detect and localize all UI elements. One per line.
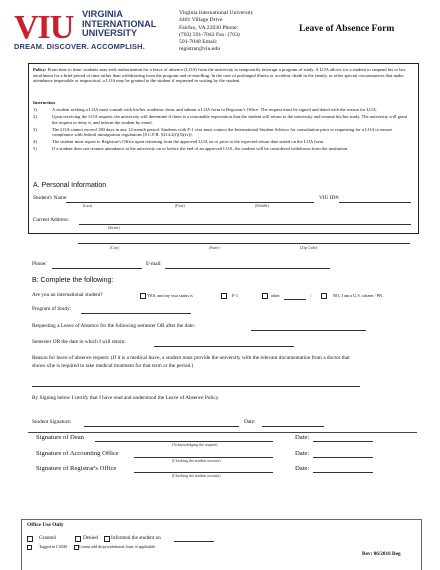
instruction-item	[33, 146, 413, 152]
email-label: E-mail:	[146, 261, 162, 267]
logo-line-2: INTERNATIONAL	[82, 18, 157, 29]
certify-text: By Signing below I certify that I have read and understood the Leave of Absence Policy.	[32, 395, 220, 401]
accounting-signature-label: Signature of Accounting Office	[36, 450, 119, 457]
other-visa-field[interactable]	[284, 299, 306, 300]
registrar-signature-label: Signature of Registrar's Office	[36, 465, 117, 472]
f1-checkbox[interactable]	[221, 293, 227, 299]
instruction-num: 4)	[33, 139, 37, 145]
student-date-field[interactable]	[262, 426, 324, 427]
instruction-item	[33, 127, 413, 138]
students-name-label: Student's Name:	[33, 195, 68, 201]
revision-label: Rev: 06/2016 Reg	[362, 551, 401, 557]
instruction-item	[33, 107, 413, 113]
logo-tagline: DREAM. DISCOVER. ACCOMPLISH.	[14, 42, 145, 51]
university-address	[179, 10, 253, 54]
address-line: 591-7048 Email:	[179, 39, 218, 46]
registrar-date-label: Date:	[295, 465, 310, 472]
city-caption: (City)	[110, 246, 120, 250]
denied-checkbox[interactable]	[75, 536, 81, 542]
instruction-text: Upon receiving the LOA request, the university will determine if there is a reasonable expectation that the student will return to the university and resume his/her study. The university will grant the request or deny it, and inform the student by email.	[52, 113, 408, 125]
accounting-date-field[interactable]	[313, 457, 373, 458]
address-line: (703) 591-7042 Fax: (703)	[179, 31, 240, 38]
instruction-label: Instruction	[33, 100, 55, 105]
separator-slash: /	[310, 293, 312, 298]
address-line: registrar@viu.edu	[179, 46, 221, 53]
return-date-field[interactable]	[154, 346, 294, 347]
registrar-signature-field[interactable]	[134, 472, 273, 473]
viu-id-field[interactable]	[339, 202, 411, 203]
dean-signature-caption: (Acknowledging the request)	[172, 443, 218, 447]
accounting-date-label: Date:	[295, 450, 310, 457]
requesting-label: Requesting a Leave of Absence for the following semester OR after the date:	[32, 323, 195, 329]
office-use-box	[21, 519, 422, 570]
logo-line-3: UNIVERSITY	[82, 28, 138, 39]
logo-line-1: VIRGINIA	[82, 9, 123, 19]
program-field[interactable]	[81, 313, 191, 314]
policy-text: From time to time, students may seek authorization for a leave of absence (LOA) from the university to temporarily interrupt a program of study. A LOA allows for a student to suspend his or her enrollment for a brief period of time rather than withdrawing from the program and re-enrolling. In the case of prolonged illness or accident, death in the family, or other special circumstances that make attendance impossible or impractical, a LOA may be granted to the student if requested in writing by the student.	[33, 67, 406, 84]
instruction-item	[33, 114, 413, 125]
instruction-text: A student seeking a LOA must consult with his/her academic dean, and submit a LOA form to Registrar's Office. The request must be signed and dated with the reason for LOA.	[52, 107, 378, 112]
middle-name-caption: (Middle)	[255, 204, 269, 208]
reason-field[interactable]	[32, 386, 360, 387]
no-option-label: NO, I am a U.S. citizen / PR.	[333, 293, 384, 298]
state-caption: (State)	[209, 246, 220, 250]
other-checkbox[interactable]	[262, 293, 268, 299]
city-state-zip-field[interactable]	[78, 243, 410, 244]
dean-signature-field[interactable]	[95, 441, 273, 442]
current-address-label: Current Address:	[33, 217, 70, 223]
program-label: Program of Study:	[32, 306, 72, 312]
accounting-signature-field[interactable]	[134, 457, 273, 458]
phone-label: Phone:	[32, 261, 47, 267]
street-caption: (Street)	[108, 226, 120, 230]
address-line: 4401 Village Drive	[179, 17, 223, 24]
granted-label: Granted	[39, 535, 56, 541]
office-use-title: Office Use Only	[27, 522, 64, 528]
svg-text:VIU: VIU	[14, 9, 74, 41]
informed-date-field[interactable]	[174, 541, 214, 542]
dean-date-label: Date:	[295, 434, 310, 441]
instruction-text: The student must report to Registrar's Office upon returning from the approved LOA on or prior to the expected return date stated on the LOA form.	[52, 139, 325, 145]
divider	[28, 432, 417, 433]
address-line: Fairfax, VA 22030 Phone:	[179, 24, 239, 31]
international-question: Are you an international student?	[32, 292, 103, 298]
instruction-num: 1)	[33, 107, 37, 112]
zip-caption: (Zip Code)	[300, 246, 318, 250]
yes-checkbox[interactable]	[140, 293, 146, 299]
student-signature-field[interactable]	[84, 426, 239, 427]
instruction-text: The LOA cannot exceed 180 days in any 12-month period. Students with F-1 visa must contact the International Student Advisor for consultation prior to requesting for a LOA to ensure compliance with federal immigration regulations [8 C.F.R. §214.2(f)(5)(iv)].	[52, 126, 393, 138]
viu-logo-mark	[14, 9, 78, 41]
instruction-num: 3)	[33, 126, 37, 132]
informed-label: Informed the student on	[111, 535, 161, 541]
return-label: Semester OR the date in which I will return:	[32, 339, 126, 345]
accounting-signature-caption: (Checking the student account)	[172, 459, 221, 463]
instruction-list	[33, 107, 413, 152]
registrar-signature-caption: (Checking the student account)	[172, 474, 221, 478]
instruction-item	[33, 139, 413, 145]
policy-paragraph	[33, 67, 413, 84]
email-field[interactable]	[165, 268, 330, 269]
granted-checkbox[interactable]	[27, 536, 33, 542]
form-title: Leave of Absence Form	[299, 24, 395, 34]
viu-id-label: VIU ID#:	[319, 195, 340, 201]
no-checkbox[interactable]	[321, 293, 327, 299]
instruction-text: If a student does not resume attendance at the university on or before the end of an approved LOA, the student will be considered withdrawn from the institution.	[52, 146, 349, 152]
instruction-num: 5)	[33, 146, 37, 152]
logo-university-name	[82, 10, 156, 39]
instruction-num: 2)	[33, 113, 37, 119]
requesting-date-field[interactable]	[251, 330, 366, 331]
dean-signature-label: Signature of Dean	[36, 434, 84, 441]
tagged-checkbox[interactable]	[27, 545, 32, 550]
student-date-label: Date:	[244, 419, 256, 425]
other-option-label: other	[271, 293, 280, 298]
address-line: Virginia International University	[179, 10, 254, 16]
course-add-label: Course add drop/withdrawal form, if applicable	[79, 544, 156, 549]
students-name-field[interactable]	[66, 202, 314, 203]
reason-label: Reason for leave of absence request: (If it is a medical leave, a student must provide the university with the relevant documentation from a doctor that shows s/he is required to take medical treatment for that term or the period.)	[32, 355, 350, 369]
registrar-date-field[interactable]	[313, 472, 373, 473]
dean-date-field[interactable]	[313, 441, 373, 442]
phone-field[interactable]	[52, 268, 142, 269]
last-name-caption: (Last)	[83, 204, 93, 208]
first-name-caption: (First)	[175, 204, 185, 208]
student-signature-label: Student Signature:	[32, 419, 72, 425]
street-field[interactable]	[79, 224, 411, 225]
policy-box	[28, 63, 419, 234]
policy-label: Policy:	[33, 67, 47, 72]
tagged-label: Tagged in CAMS	[39, 544, 68, 549]
yes-option-label: YES, and my visa status is	[147, 293, 193, 298]
section-a-title: A. Personal Information	[33, 182, 107, 189]
section-b-title: B: Complete the following:	[32, 277, 114, 284]
denied-label: Denied	[83, 535, 98, 541]
f1-option-label: F-1	[232, 293, 238, 298]
informed-checkbox[interactable]	[104, 536, 110, 542]
